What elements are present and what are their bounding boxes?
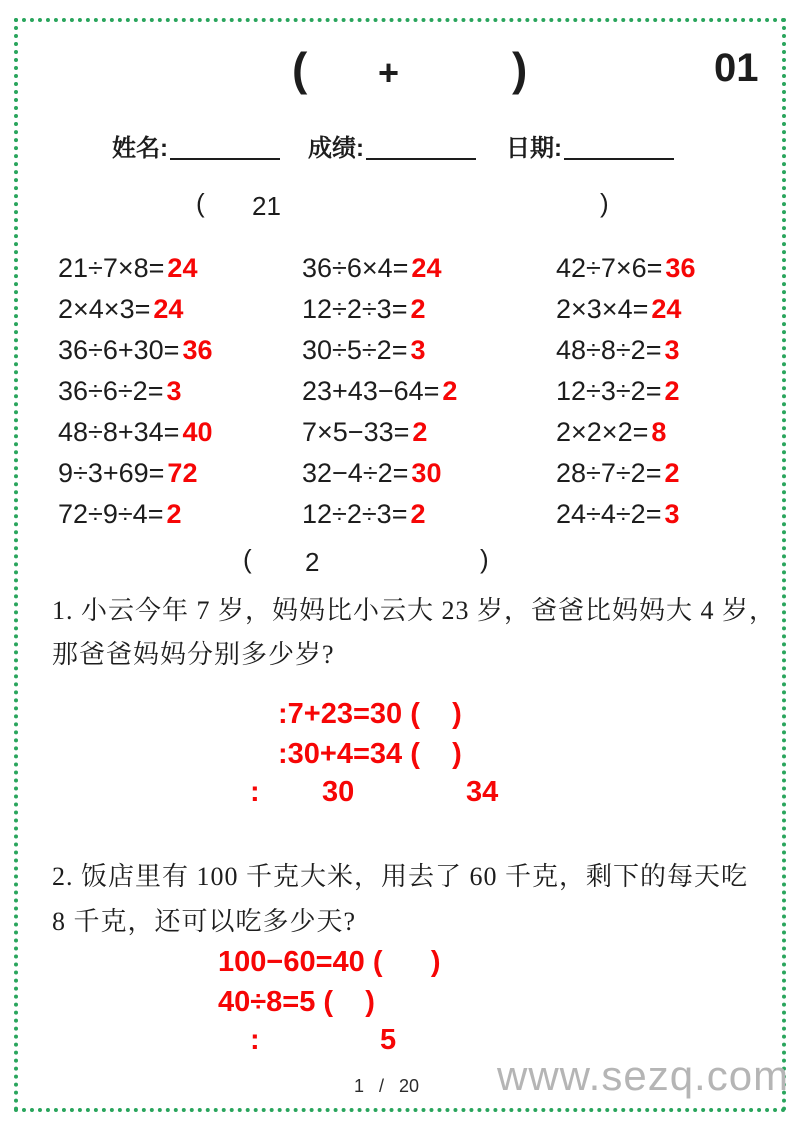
math-answer: 2 bbox=[664, 376, 680, 406]
title-plus-sign: + bbox=[378, 52, 400, 93]
word-problem-1-answer-value-1: 30 bbox=[322, 776, 355, 808]
word-problem-1-answer-colon: : bbox=[250, 776, 260, 808]
problems-column-3 bbox=[556, 248, 695, 535]
score-label: 成绩: bbox=[308, 135, 364, 162]
math-answer: 72 bbox=[167, 458, 198, 488]
name-blank-line bbox=[170, 134, 280, 160]
word-problem-2-line-2: 8 千克，还可以吃多少天? bbox=[52, 907, 357, 936]
page-number-badge: 01 bbox=[714, 46, 759, 90]
math-expression: 24÷4÷2= bbox=[556, 499, 662, 529]
math-problem bbox=[58, 371, 212, 412]
math-expression: 36÷6×4= bbox=[302, 253, 409, 283]
date-field bbox=[506, 128, 674, 163]
math-problem bbox=[556, 330, 695, 371]
math-problem bbox=[58, 248, 212, 289]
section1-paren-close: ) bbox=[600, 188, 609, 218]
math-expression: 36÷6+30= bbox=[58, 335, 180, 365]
math-answer: 24 bbox=[411, 253, 442, 283]
title-paren-open: ( bbox=[292, 43, 308, 95]
problems-column-1 bbox=[58, 248, 212, 535]
math-problem bbox=[302, 453, 457, 494]
word-problem-1-line-1: 1. 小云今年 7 岁，妈妈比小云大 23 岁，爸爸比妈妈大 4 岁， bbox=[52, 596, 777, 625]
word-problem-2-solution-2: 40÷8=5 ( ) bbox=[218, 986, 375, 1018]
score-blank-line bbox=[366, 134, 476, 160]
problems-column-2 bbox=[302, 248, 457, 535]
word-problem-1-answer-value-2: 34 bbox=[466, 776, 499, 808]
math-answer: 3 bbox=[664, 335, 680, 365]
math-answer: 2 bbox=[442, 376, 458, 406]
math-problem bbox=[58, 330, 212, 371]
math-answer: 3 bbox=[410, 335, 426, 365]
word-problem-2-answer-colon: : bbox=[250, 1024, 260, 1056]
math-answer: 2 bbox=[410, 499, 426, 529]
section2-number: 2 bbox=[305, 547, 320, 577]
math-problem bbox=[302, 248, 457, 289]
math-expression: 12÷2÷3= bbox=[302, 499, 408, 529]
math-problem bbox=[556, 494, 695, 535]
math-expression: 12÷3÷2= bbox=[556, 376, 662, 406]
math-answer: 36 bbox=[182, 335, 213, 365]
math-answer: 40 bbox=[182, 417, 213, 447]
math-answer: 24 bbox=[153, 294, 184, 324]
date-label: 日期: bbox=[506, 135, 562, 162]
math-expression: 2×3×4= bbox=[556, 294, 649, 324]
title-paren-close: ) bbox=[512, 43, 528, 95]
math-answer: 3 bbox=[166, 376, 182, 406]
math-expression: 42÷7×6= bbox=[556, 253, 663, 283]
section2-paren-close: ) bbox=[480, 544, 489, 574]
math-answer: 36 bbox=[665, 253, 696, 283]
math-answer: 8 bbox=[651, 417, 667, 447]
math-problem bbox=[58, 494, 212, 535]
watermark-text: www.sezq.com bbox=[497, 1052, 790, 1099]
math-answer: 24 bbox=[651, 294, 682, 324]
math-expression: 36÷6÷2= bbox=[58, 376, 164, 406]
math-expression: 21÷7×8= bbox=[58, 253, 165, 283]
word-problem-2-answer-value: 5 bbox=[380, 1024, 397, 1056]
section2-paren-open: ( bbox=[243, 544, 252, 574]
math-answer: 30 bbox=[411, 458, 442, 488]
math-expression: 2×2×2= bbox=[556, 417, 649, 447]
math-problem bbox=[556, 371, 695, 412]
math-problem bbox=[58, 412, 212, 453]
math-answer: 2 bbox=[410, 294, 426, 324]
math-answer: 2 bbox=[166, 499, 182, 529]
date-blank-line bbox=[564, 134, 674, 160]
math-expression: 72÷9÷4= bbox=[58, 499, 164, 529]
math-expression: 9÷3+69= bbox=[58, 458, 165, 488]
section1-paren-open: ( bbox=[196, 188, 205, 218]
math-problem bbox=[58, 289, 212, 330]
math-expression: 30÷5÷2= bbox=[302, 335, 408, 365]
math-expression: 12÷2÷3= bbox=[302, 294, 408, 324]
math-expression: 28÷7÷2= bbox=[556, 458, 662, 488]
math-problem bbox=[556, 248, 695, 289]
math-answer: 3 bbox=[664, 499, 680, 529]
math-problem bbox=[556, 289, 695, 330]
word-problem-1-solution-2: :30+4=34 ( ) bbox=[278, 738, 462, 770]
math-expression: 23+43−64= bbox=[302, 376, 440, 406]
name-field bbox=[112, 128, 280, 163]
math-problem bbox=[302, 371, 457, 412]
math-expression: 48÷8÷2= bbox=[556, 335, 662, 365]
score-field bbox=[308, 128, 476, 163]
math-problem bbox=[556, 412, 695, 453]
math-problem bbox=[302, 289, 457, 330]
math-answer: 24 bbox=[167, 253, 198, 283]
name-label: 姓名: bbox=[112, 135, 168, 162]
math-problem bbox=[556, 453, 695, 494]
word-problem-2-solution-1: 100−60=40 ( ) bbox=[218, 946, 441, 978]
word-problem-2-line-1: 2. 饭店里有 100 千克大米，用去了 60 千克，剩下的每天吃 bbox=[52, 862, 749, 891]
math-problem bbox=[58, 453, 212, 494]
math-expression: 2×4×3= bbox=[58, 294, 151, 324]
math-expression: 7×5−33= bbox=[302, 417, 410, 447]
math-problem bbox=[302, 330, 457, 371]
math-answer: 2 bbox=[412, 417, 428, 447]
page-indicator: 1 / 20 bbox=[354, 1076, 420, 1096]
section1-number: 21 bbox=[252, 191, 281, 221]
math-answer: 2 bbox=[664, 458, 680, 488]
math-expression: 32−4÷2= bbox=[302, 458, 409, 488]
math-problem bbox=[302, 412, 457, 453]
word-problem-1-line-2: 那爸爸妈妈分别多少岁? bbox=[52, 640, 335, 669]
math-problem bbox=[302, 494, 457, 535]
math-expression: 48÷8+34= bbox=[58, 417, 180, 447]
word-problem-1-solution-1: :7+23=30 ( ) bbox=[278, 698, 462, 730]
